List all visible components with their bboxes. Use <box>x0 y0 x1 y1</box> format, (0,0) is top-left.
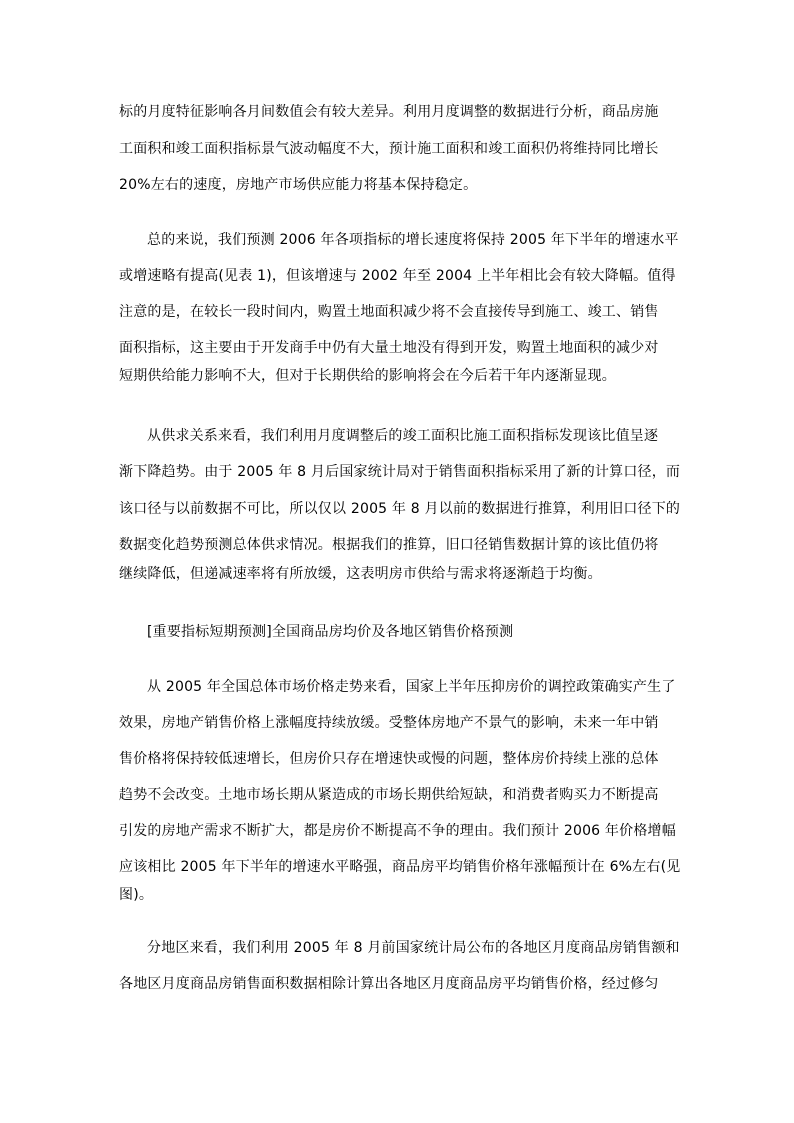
text-line: 售价格将保持较低速增长，但房价只存在增速快或慢的问题，整体房价持续上涨的总体 <box>119 751 659 767</box>
text-line: 注意的是，在较长一段时间内，购置土地面积减少将不会直接传导到施工、竣工、销售 <box>119 304 659 320</box>
text-line: 从供求关系来看，我们利用月度调整后的竣工面积比施工面积指标发现该比值呈逐 <box>147 428 659 444</box>
section-heading: [重要指标短期预测]全国商品房均价及各地区销售价格预测 <box>147 624 514 640</box>
text-line: 工面积和竣工面积指标景气波动幅度不大，预计施工面积和竣工面积仍将维持同比增长 <box>119 141 659 157</box>
text-line: 短期供给能力影响不大，但对于长期供给的影响将会在今后若干年内逐渐显现。 <box>119 368 616 384</box>
text-line: 标的月度特征影响各月间数值会有较大差异。利用月度调整的数据进行分析，商品房施 <box>119 104 659 120</box>
text-line: 总的来说，我们预测 2006 年各项指标的增长速度将保持 2005 年下半年的增速水平 <box>147 232 679 248</box>
text-line: 继续降低，但递减速率将有所放缓，这表明房市供给与需求将逐渐趋于均衡。 <box>119 566 602 582</box>
text-line: 趋势不会改变。土地市场长期从紧造成的市场长期供给短缺，和消费者购买力不断提高 <box>119 787 659 803</box>
text-line: 或增速略有提高(见表 1)，但该增速与 2002 年至 2004 上半年相比会有较大降幅。值得 <box>119 268 676 284</box>
text-line: 20%左右的速度，房地产市场供应能力将基本保持稳定。 <box>119 177 478 193</box>
text-line: 数据变化趋势预测总体供求情况。根据我们的推算，旧口径销售数据计算的该比值仍将 <box>119 537 659 553</box>
text-line: 应该相比 2005 年下半年的增速水平略强，商品房平均销售价格年涨幅预计在 6%左右(见 <box>119 859 681 875</box>
text-line: 引发的房地产需求不断扩大，都是房价不断提高不争的理由。我们预计 2006 年价格增幅 <box>119 823 676 839</box>
text-line: 从 2005 年全国总体市场价格走势来看，国家上半年压抑房价的调控政策确实产生了 <box>147 679 676 695</box>
text-line: 效果，房地产销售价格上涨幅度持续放缓。受整体房地产不景气的影响，未来一年中销 <box>119 715 659 731</box>
text-line: 该口径与以前数据不可比，所以仅以 2005 年 8 月以前的数据进行推算，利用旧口径下的 <box>119 501 681 517</box>
text-line: 面积指标，这主要由于开发商手中仍有大量土地没有得到开发，购置土地面积的减少对 <box>119 340 659 356</box>
text-line: 图)。 <box>119 887 154 903</box>
text-line: 分地区来看，我们利用 2005 年 8 月前国家统计局公布的各地区月度商品房销售额和 <box>147 940 680 956</box>
text-line: 各地区月度商品房销售面积数据相除计算出各地区月度商品房平均销售价格，经过修匀 <box>119 976 659 992</box>
text-line: 渐下降趋势。由于 2005 年 8 月后国家统计局对于销售面积指标采用了新的计算口径，而 <box>119 464 681 480</box>
